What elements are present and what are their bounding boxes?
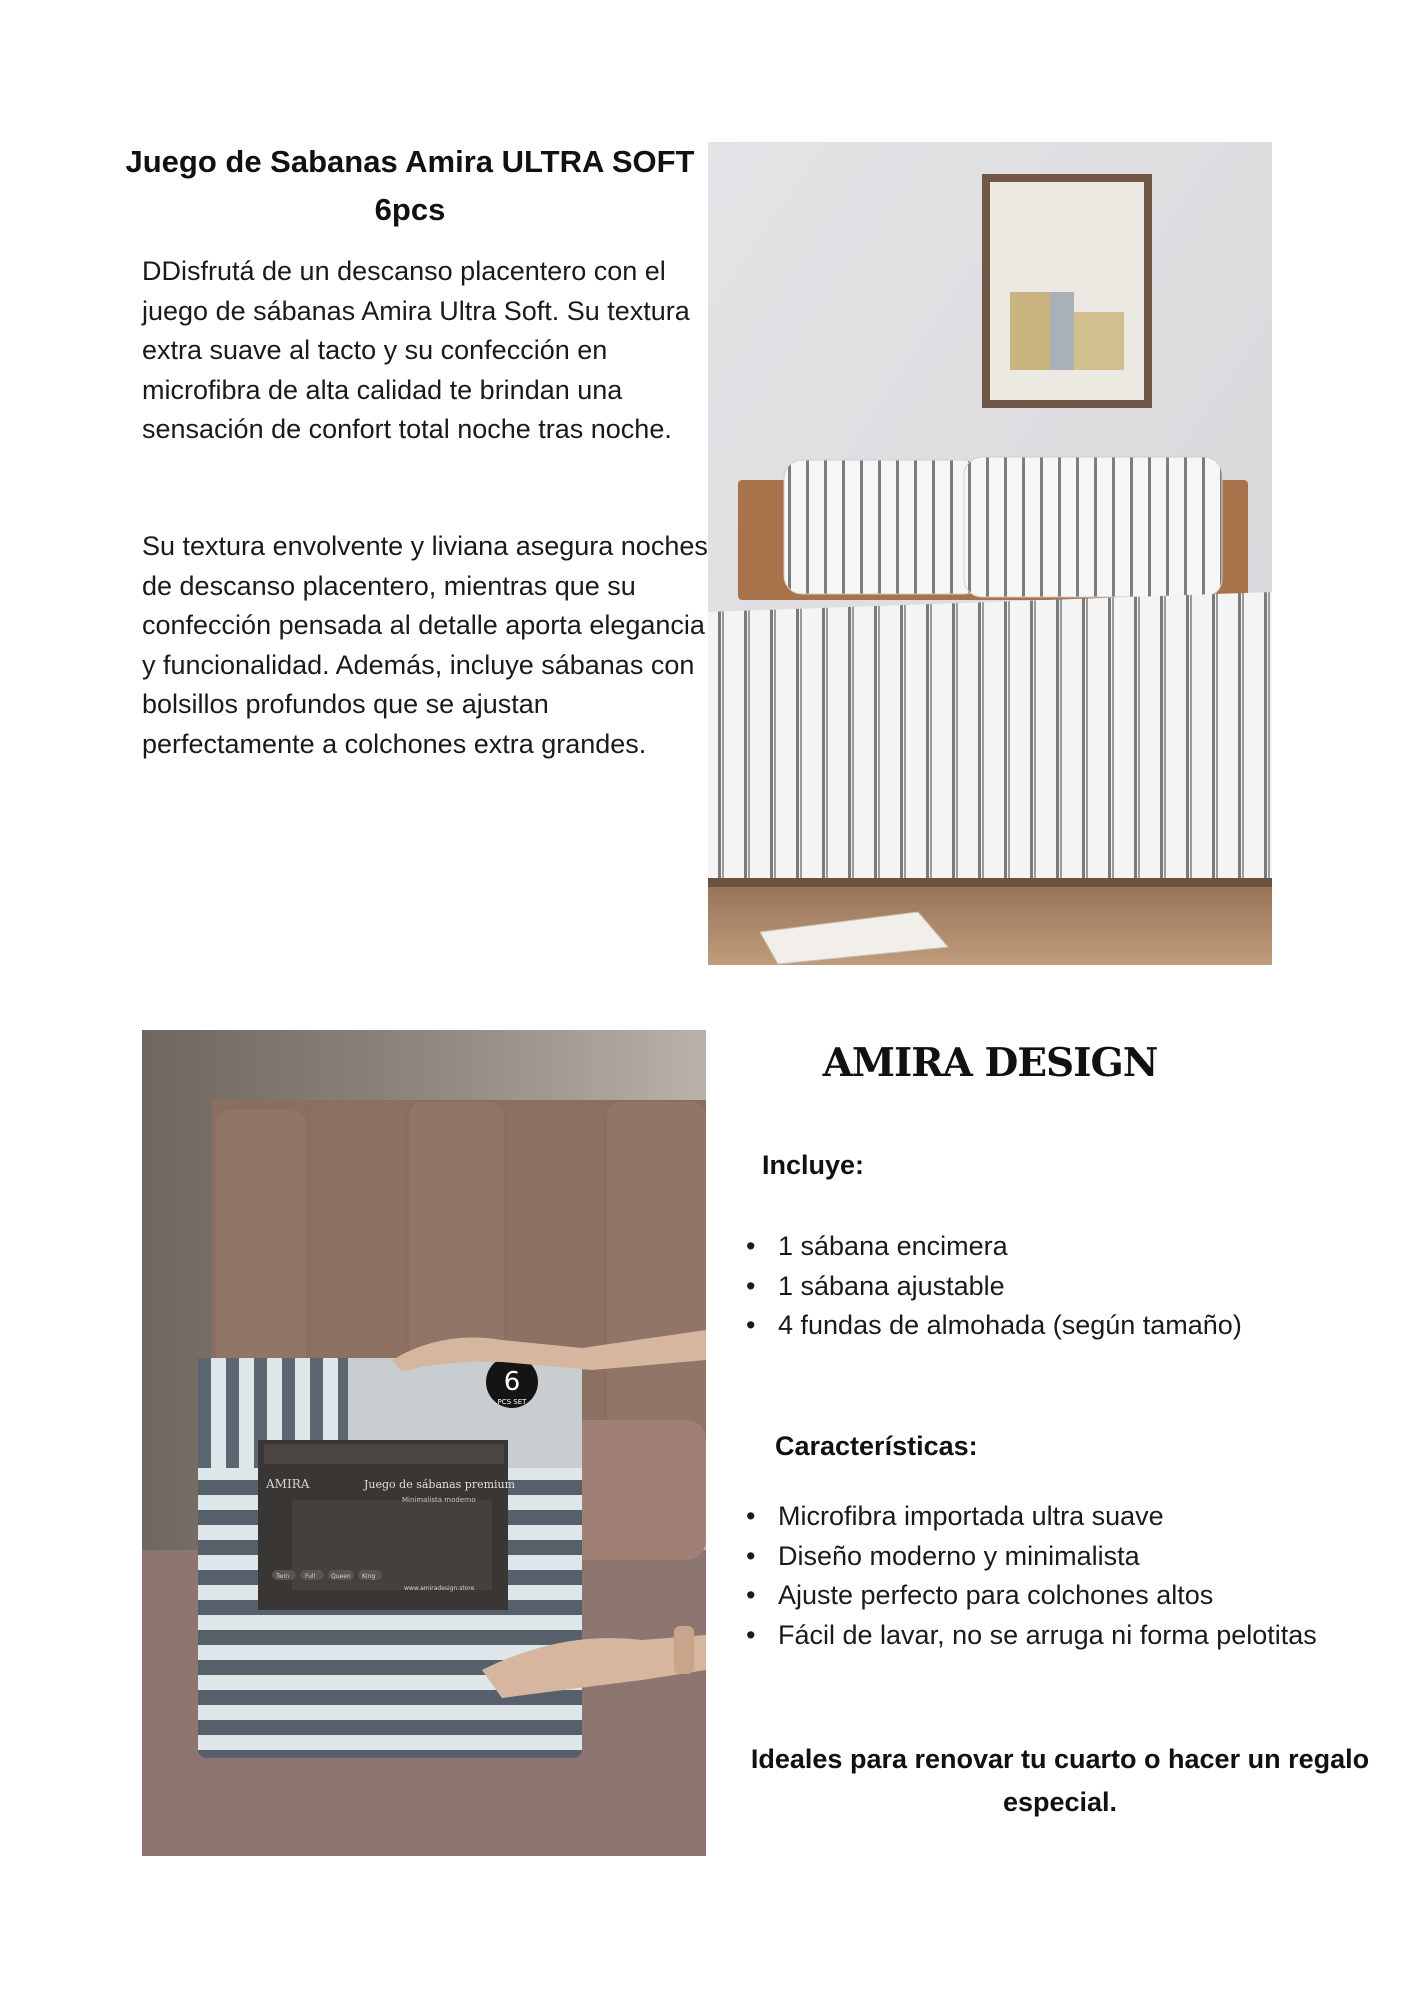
package-set-label: PCS SET — [497, 1398, 527, 1406]
brand-name: AMIRA DESIGN — [822, 1040, 1158, 1086]
closing-text: Ideales para renovar tu cuarto o hacer un regalo especial. — [750, 1744, 1370, 1817]
package-size-king: King — [362, 1573, 376, 1580]
product-description-2: Su textura envolvente y liviana asegura noches de descanso placentero, mientras que su confección pensada al detalle aporta elegancia y funcionalidad. Además, incluye sábanas con bolsillos profundos que se ajustan perfectamente a colchones extra grandes. — [142, 531, 708, 759]
list-item: • Microfibra importada ultra suave — [743, 1497, 1317, 1537]
list-item: • Diseño moderno y minimalista — [743, 1537, 1317, 1577]
incluye-heading: Incluye: — [762, 1150, 865, 1180]
product-description-1: DDisfrutá de un descanso placentero con el juego de sábanas Amira Ultra Soft. Su textura extra suave al tacto y su confección en microfibra de alta calidad te brindan una sensación de confort total noche tras noche. — [142, 256, 690, 444]
package-logo-text: AMIRA — [266, 1477, 310, 1491]
package-subline: Minimalista moderno — [402, 1496, 476, 1504]
list-item: • Fácil de lavar, no se arruga ni forma pelotitas — [743, 1616, 1317, 1656]
list-item: • 1 sábana encimera — [743, 1227, 1242, 1267]
package-website: www.amiradesign.store — [404, 1585, 475, 1592]
package-size-twin: Twin — [276, 1573, 290, 1580]
package-size-full: Full — [305, 1573, 316, 1580]
package-headline: Juego de sábanas premium — [364, 1478, 516, 1491]
incluye-list — [743, 1227, 1242, 1346]
package-photo — [142, 1030, 706, 1856]
caracteristicas-heading: Características: — [775, 1431, 978, 1461]
list-item: • Ajuste perfecto para colchones altos — [743, 1576, 1317, 1616]
bedroom-photo — [708, 142, 1272, 965]
product-title: Juego de Sabanas Amira ULTRA SOFT 6pcs — [125, 144, 695, 227]
list-item: • 4 fundas de almohada (según tamaño) — [743, 1306, 1242, 1346]
list-item: • 1 sábana ajustable — [743, 1267, 1242, 1307]
package-size-queen: Queen — [331, 1573, 351, 1580]
package-count: 6 — [503, 1367, 521, 1397]
caracteristicas-list — [743, 1497, 1317, 1655]
